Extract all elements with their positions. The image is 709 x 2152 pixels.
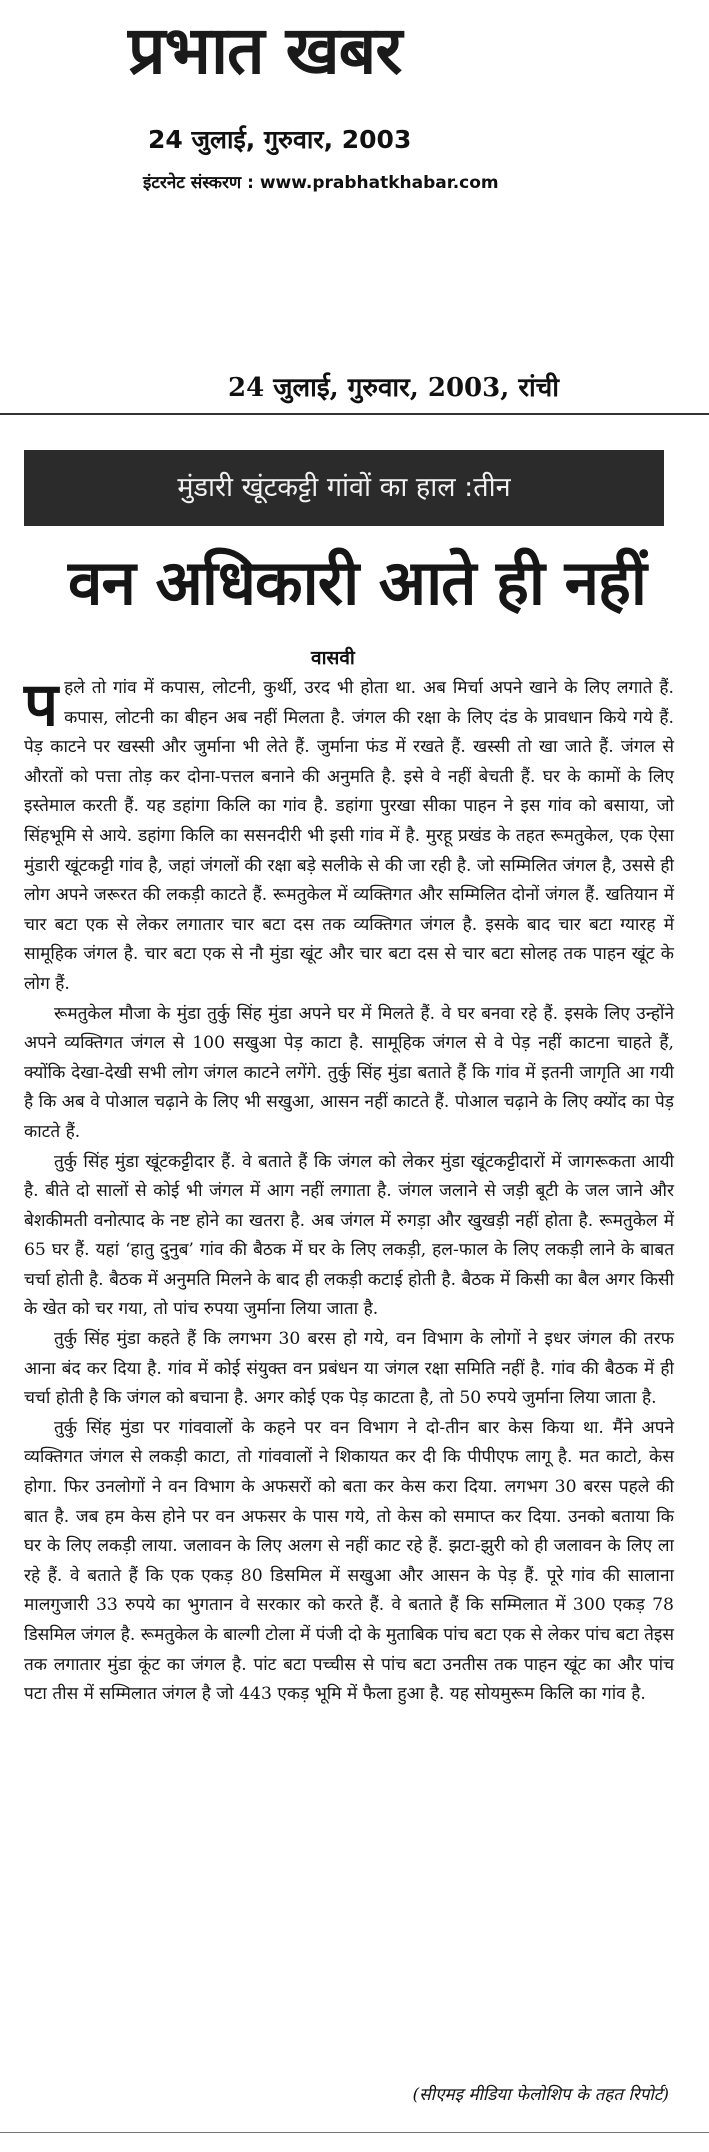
- internet-edition-label: इंटरनेट संस्करण : www.prabhatkhabar.com: [143, 173, 499, 193]
- article-paragraph: तुर्कु सिंह मुंडा खूंटकट्टीदार हैं. वे बताते हैं कि जंगल को लेकर मुंडा खूंटकट्टीदारों में जागरूकता आयी है. बीते दो सालों से कोई भी जंगल में आग नहीं लगाता है. जंगल जलाने से जड़ी बूटी के जल जाने और बेशकीमती वनोत्पाद के नष्ट होने का खतरा है. अब जंगल में रुगड़ा और खुखड़ी नहीं होता है. रूमतुकेल में 65 घर हैं. यहां ‘हातु दुनुब’ गांव की बैठक में घर के लिए लकड़ी, हल-फाल के लिए लकड़ी लाने के बाबत चर्चा होती है. बैठक में अनुमति मिलने के बाद ही लकड़ी कटाई होती है. बैठक में किसी का बैल अगर किसी के खेत को चर गया, तो पांच रुपया जुर्माना लिया जाता है.: [24, 1151, 674, 1320]
- article-body: [24, 670, 674, 1710]
- article-paragraph: रूमतुकेल मौजा के मुंडा तुर्कु सिंह मुंडा अपने घर में मिलते हैं. वे घर बनवा रहे हैं. इसके लिए उन्होंने अपने व्यक्तिगत जंगल से 100 सखुआ पेड़ काटा है. सामूहिक जंगल से वे पेड़ नहीं काटना चाहते हैं, क्योंकि देखा-देखी सभी लोग जंगल काटने लगेंगे. तुर्कु सिंह मुंडा बताते हैं कि गांव में इतनी जागृति आ गयी है कि अब वे पोआल चढ़ाने के लिए भी सखुआ, आसन नहीं काटते हैं. पोआल चढ़ाने के लिए क्योंद का पेड़ काटते हैं.: [24, 1003, 674, 1142]
- drop-cap: प: [24, 670, 59, 740]
- masthead: [0, 0, 709, 210]
- bottom-divider: [0, 2132, 709, 2133]
- page-title: वन अधिकारी आते ही नहीं: [68, 546, 646, 619]
- report-credit: (सीएमइ मीडिया फेलोशिप के तहत रिपोर्ट): [412, 2085, 669, 2105]
- article-paragraph: तुर्कु सिंह मुंडा कहते हैं कि लगभग 30 बरस हो गये, वन विभाग के लोगों ने इधर जंगल की तरफ आना बंद कर दिया है. गांव में कोई संयुक्त वन प्रबंधन या जंगल रक्षा समिति नहीं है. गांव की बैठक में ही चर्चा होती है कि जंगल को बचाना है. अगर कोई एक पेड़ काटता है, तो 50 रुपये जुर्माना लिया जाता है.: [24, 1329, 674, 1409]
- article-paragraph: तुर्कु सिंह मुंडा पर गांववालों के कहने पर वन विभाग ने दो-तीन बार केस किया था. मैंने अपने व्यक्तिगत जंगल से लकड़ी काटा, तो गांववालों ने शिकायत कर दी कि पीपीएफ लागू है. मत काटो, केस होगा. फिर उनलोगों ने वन विभाग के अफसरों को बता कर केस करा दिया. लगभग 30 बरस पहले की बात है. जब हम केस होने पर वन अफसर के पास गये, तो केस को समाप्त कर दिया. उनको बताया कि घर के लिए लकड़ी लाया. जलावन के लिए अलग से नहीं काट रहे हैं. झटा-झुरी को ही जलावन के लिए ला रहे हैं. वे बताते हैं कि एक एकड़ 80 डिसमिल में सखुआ और आसन के पेड़ हैं. पूरे गांव की सालाना मालगुजारी 33 रुपये का भुगतान वे सरकार को करते हैं. वे बताते हैं कि सम्मिलात में 300 एकड़ 78 डिसमिल जंगल है. रूमतुकेल के बाल्गी टोला में पंजी दो के मुताबिक पांच बटा एक से लेकर पांच बटा तेइस तक लगातार मुंडा कूंट का जंगल है. पांट बटा पच्चीस से पांच बटा उनतीस तक पाहन खूंट का और पांच पटा तीस में सम्मिलात जंगल है जो 443 एकड़ भूमि में फैला हुआ है. यह सोयमुरूम किलि का गांव है.: [24, 1417, 674, 1705]
- divider: [0, 413, 709, 415]
- byline: वासवी: [311, 647, 355, 669]
- masthead-date: 24 जुलाई, गुरुवार, 2003: [148, 125, 412, 154]
- series-banner: मुंडारी खूंटकट्टी गांवों का हाल :तीन: [24, 450, 664, 526]
- article-paragraph: [24, 670, 674, 1000]
- dateline: 24 जुलाई, गुरुवार, 2003, रांची: [228, 373, 559, 403]
- newspaper-logo: प्रभात खबर: [128, 12, 402, 89]
- paragraph-text: हले तो गांव में कपास, लोटनी, कुर्थी, उरद भी होता था. अब मिर्चा अपने खाने के लिए लगाते हैं. कपास, लोटनी का बीहन अब नहीं मिलता है. जंगल की रक्षा के लिए दंड के प्रावधान किये गये हैं. पेड़ काटने पर खस्सी और जुर्माना भी लेते हैं. जुर्माना फंड में रखते हैं. खस्सी तो खा जाते हैं. जंगल से औरतों को पत्ता तोड़ कर दोना-पत्तल बनाने की अनुमति है. इसे वे नहीं बेचती हैं. घर के कामों के लिए इस्तेमाल करती हैं. यह डहांगा किलि का गांव है. डहांगा पुरखा सीका पाहन ने इस गांव को बसाया, जो सिंहभूमि से आये. डहांगा किलि का ससनदीरी भी इसी गांव में है. मुरहू प्रखंड के तहत रूमतुकेल, एक ऐसा मुंडारी खूंटकट्टी गांव है, जहां जंगलों की रक्षा बड़े सलीके से की जा रही है. जो सम्मिलित जंगल है, उससे ही लोग अपने जरूरत की लकड़ी काटते हैं. रूमतुकेल में व्यक्तिगत और सम्मिलित दोनों जंगल हैं. खतियान में चार बटा एक से लेकर लगातार चार बटा दस तक व्यक्तिगत जंगल है. इसके बाद चार बटा ग्यारह में सामूहिक जंगल है. चार बटा एक से नौ मुंडा खूंट और चार बटा दस से चार बटा सोलह तक पाहन खूंट के लोग हैं.: [24, 678, 674, 994]
